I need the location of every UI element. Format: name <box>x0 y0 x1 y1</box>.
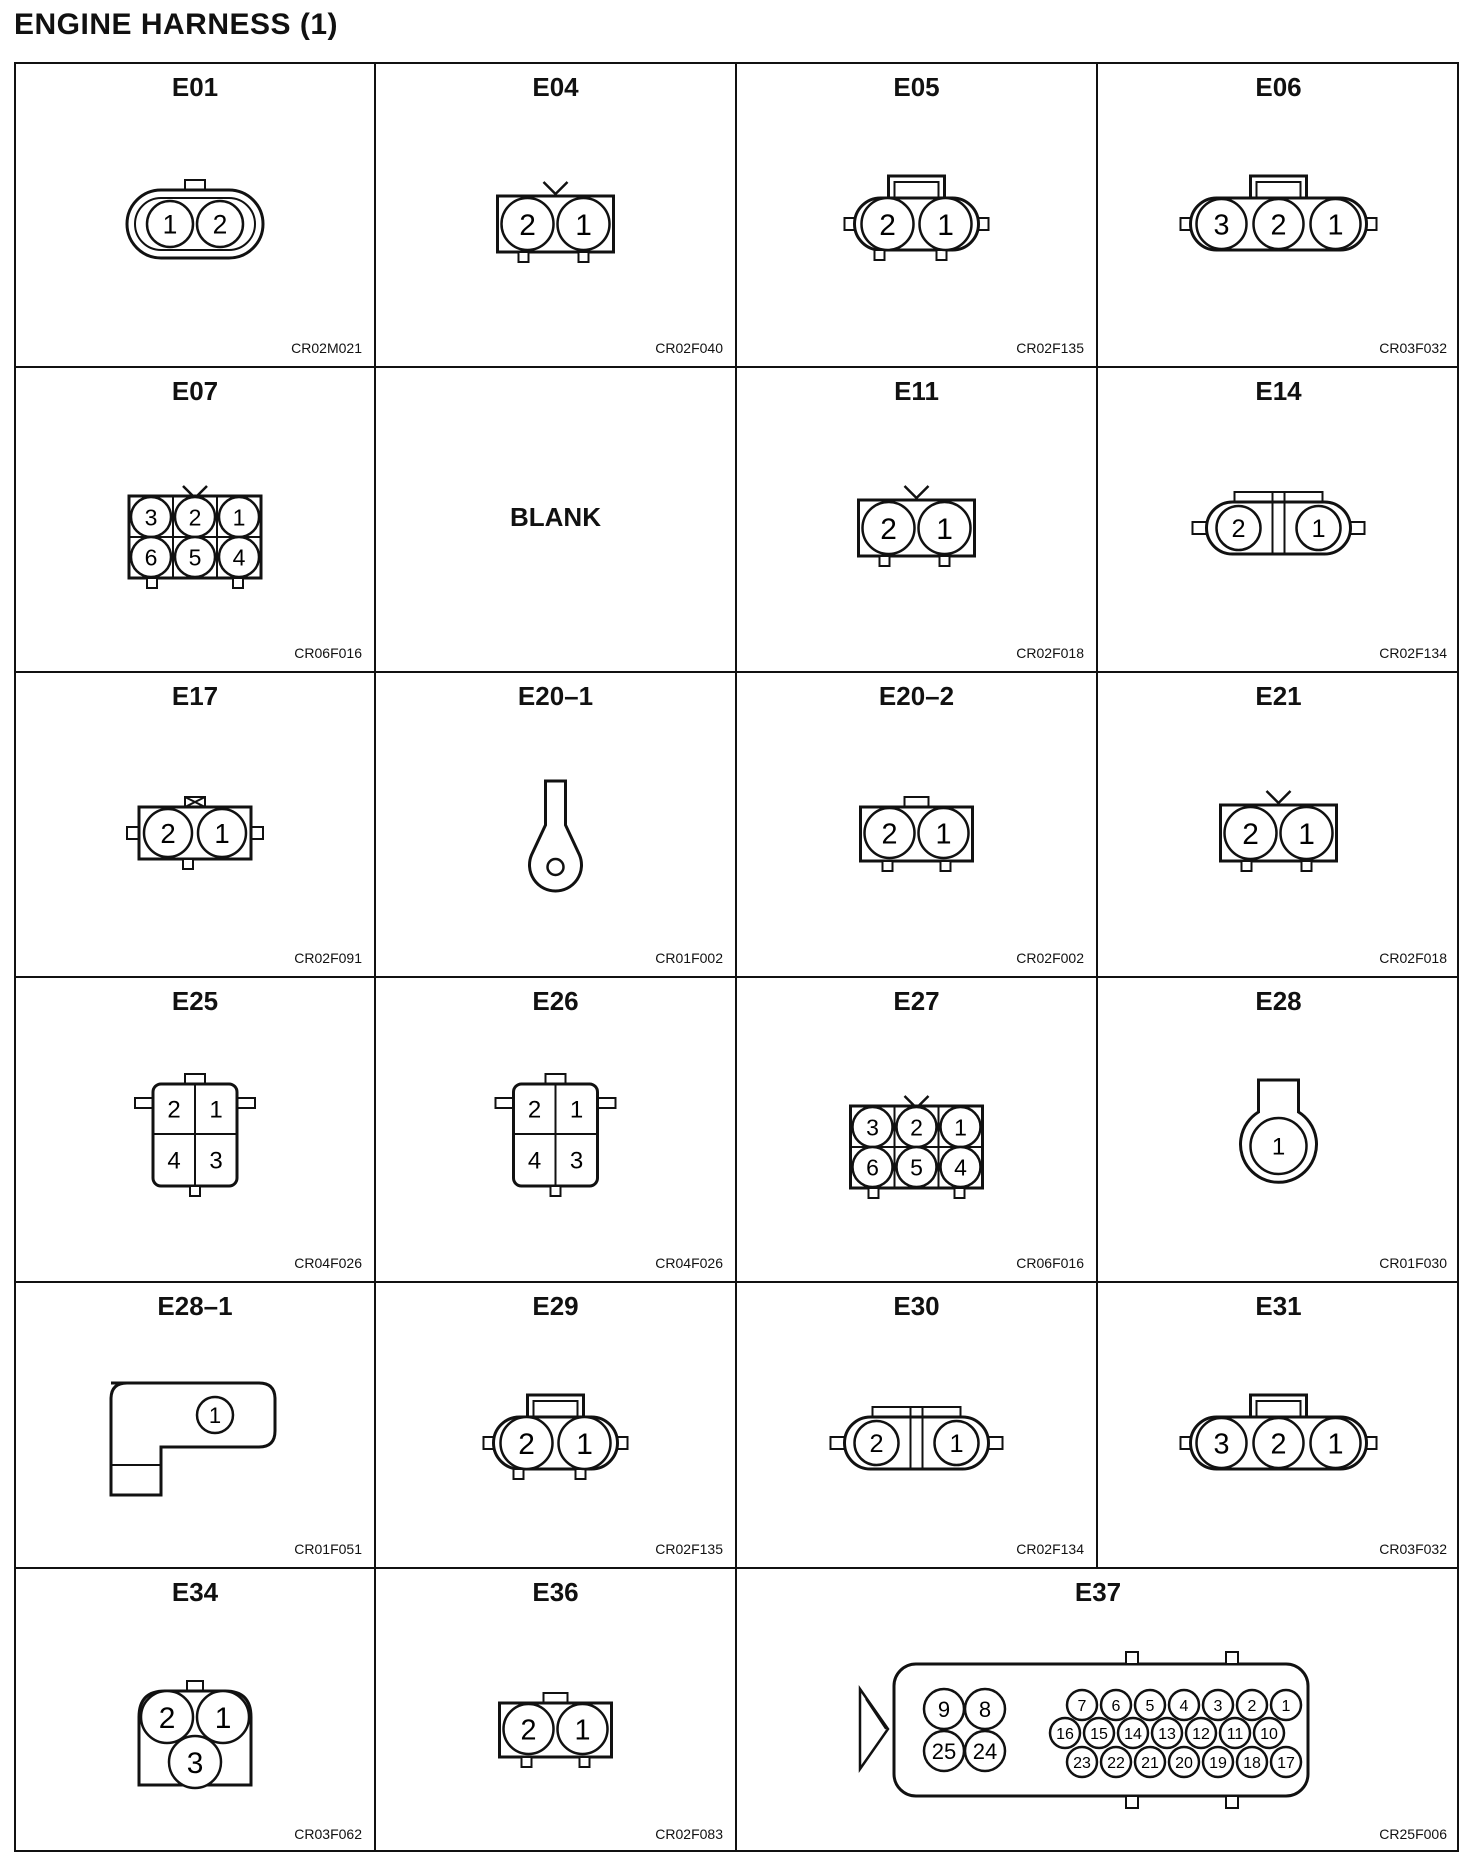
foot-tab <box>190 1186 200 1196</box>
connector-cell <box>16 368 376 673</box>
pin-number: 2 <box>520 1714 537 1747</box>
figure-code: CR01F051 <box>294 1541 362 1557</box>
key-triangle <box>860 1689 888 1769</box>
figure-code: CR06F016 <box>1016 1255 1084 1271</box>
pin-number: 1 <box>935 818 952 851</box>
connector-shape <box>860 1652 1308 1808</box>
pin-number: 4 <box>954 1154 967 1181</box>
latch-tab <box>1267 791 1291 803</box>
connector-shape <box>859 486 975 566</box>
pin-number: 3 <box>1213 209 1230 242</box>
connector-diagram <box>1098 64 1459 366</box>
connector-id: E25 <box>171 986 219 1016</box>
pin-number: 23 <box>1073 1754 1091 1772</box>
foot-tab <box>580 1757 590 1767</box>
connector-cell <box>16 978 376 1283</box>
connector-housing <box>111 1383 275 1495</box>
connector-id: E20–1 <box>517 681 594 711</box>
pin-number: 5 <box>188 544 202 571</box>
connector-id: E28 <box>1255 986 1302 1016</box>
figure-code: CR02M021 <box>291 340 362 356</box>
foot-tab <box>1226 1796 1238 1808</box>
pin-number: 1 <box>949 1430 964 1459</box>
connector-id: E36 <box>532 1577 579 1607</box>
connector-id: E01 <box>171 72 219 102</box>
connector-shape <box>129 486 261 588</box>
figure-code: CR25F006 <box>1379 1826 1447 1842</box>
latch-tab <box>544 182 568 194</box>
pin-number: 3 <box>569 1147 584 1175</box>
connector-shape <box>496 1074 616 1196</box>
pin-number: 7 <box>1077 1697 1087 1715</box>
connector-id: E31 <box>1255 1291 1302 1321</box>
connector-diagram <box>16 978 374 1281</box>
figure-code: CR02F134 <box>1379 645 1447 661</box>
connector-cell <box>376 1569 737 1852</box>
connector-diagram <box>737 368 1096 671</box>
figure-code: CR04F026 <box>294 1255 362 1271</box>
connector-cell <box>376 1283 737 1569</box>
connector-diagram <box>16 673 374 976</box>
connector-diagram <box>1098 1283 1459 1567</box>
pin-number: 1 <box>232 504 246 531</box>
connector-shape <box>484 1395 628 1479</box>
connector-id: E14 <box>1255 376 1302 406</box>
figure-code: CR02F135 <box>1016 340 1084 356</box>
connector-diagram <box>737 64 1096 366</box>
pin-number: 1 <box>214 817 230 849</box>
connector-id: E37 <box>1074 1577 1122 1607</box>
side-tab <box>251 827 263 839</box>
pin-number: 2 <box>212 209 228 240</box>
foot-tab <box>519 252 529 262</box>
connector-cell <box>1098 673 1459 978</box>
pin-number: 1 <box>575 208 592 242</box>
side-tab <box>127 827 139 839</box>
connector-shape <box>530 781 582 891</box>
foot-tab <box>1126 1796 1138 1808</box>
pin-number: 2 <box>167 1096 181 1124</box>
connector-id: E34 <box>171 1577 219 1607</box>
pin-number: 2 <box>527 1096 542 1124</box>
connector-diagram <box>16 368 374 671</box>
pin-number: 3 <box>1213 1697 1223 1715</box>
connector-id: E20–2 <box>878 681 955 711</box>
pin-number: 12 <box>1192 1725 1210 1743</box>
connector-shape <box>851 1096 983 1198</box>
connector-shape <box>831 1407 1003 1469</box>
pin-number: 2 <box>188 504 202 531</box>
foot-tab <box>883 861 893 871</box>
connector-cell <box>737 1569 1459 1852</box>
pin-number: 2 <box>160 817 176 849</box>
foot-tab <box>551 1186 561 1196</box>
foot-tab <box>514 1469 524 1479</box>
connector-shape <box>135 1074 255 1196</box>
connector-cell <box>737 368 1098 673</box>
pin-number: 1 <box>1327 1428 1344 1461</box>
pin-number: 3 <box>209 1147 223 1175</box>
connector-id: E05 <box>893 72 940 102</box>
connector-shape <box>1221 791 1337 871</box>
connector-cell <box>737 978 1098 1283</box>
connector-cell <box>376 64 737 368</box>
latch-frame <box>889 176 945 200</box>
pin-number: 2 <box>910 1114 923 1141</box>
pin-number: 2 <box>1270 1428 1287 1461</box>
connector-shape <box>1241 1080 1317 1182</box>
pin-number: 2 <box>1231 515 1246 544</box>
connector-diagram <box>737 1283 1096 1567</box>
ring-hole <box>548 859 564 875</box>
pin-number: 2 <box>869 1430 884 1459</box>
pin-number: 1 <box>936 512 953 546</box>
connector-diagram <box>1098 673 1459 976</box>
connector-diagram <box>737 1569 1459 1852</box>
latch-frame <box>528 1395 584 1419</box>
connector-diagram <box>1098 368 1459 671</box>
pin-number: 8 <box>978 1696 992 1722</box>
pin-number: 2 <box>879 208 896 242</box>
pin-number: 22 <box>1107 1754 1125 1772</box>
connector-shape <box>1181 1395 1377 1469</box>
foot-tab <box>955 1188 965 1198</box>
connector-diagram <box>376 1283 735 1567</box>
pin-number: 15 <box>1090 1725 1108 1743</box>
connector-shape <box>498 182 614 262</box>
pin-number: 18 <box>1243 1754 1261 1772</box>
connector-cell <box>1098 1283 1459 1569</box>
foot-tab <box>1302 861 1312 871</box>
connector-id: E21 <box>1255 681 1302 711</box>
figure-code: CR01F030 <box>1379 1255 1447 1271</box>
connector-diagram <box>376 978 735 1281</box>
pin-number: 6 <box>866 1154 879 1181</box>
connector-shape <box>500 1693 612 1767</box>
pin-number: 1 <box>569 1096 584 1124</box>
connector-cell <box>1098 368 1459 673</box>
figure-code: CR01F002 <box>655 950 723 966</box>
connector-cell <box>16 64 376 368</box>
connector-shape <box>139 1681 251 1788</box>
connector-id: E30 <box>893 1291 940 1321</box>
figure-code: CR02F018 <box>1379 950 1447 966</box>
connector-shape <box>861 797 973 871</box>
pin-number: 19 <box>1209 1754 1227 1772</box>
foot-tab <box>147 578 157 588</box>
figure-code: CR02F002 <box>1016 950 1084 966</box>
foot-tab <box>869 1188 879 1198</box>
figure-code: CR06F016 <box>294 645 362 661</box>
pin-number: 2 <box>158 1701 176 1735</box>
pin-number: 4 <box>1179 1697 1189 1715</box>
pin-number: 5 <box>1145 1697 1155 1715</box>
connector-cell <box>737 1283 1098 1569</box>
figure-code: CR02F091 <box>294 950 362 966</box>
latch-tab <box>905 486 929 498</box>
pin-number: 1 <box>954 1114 967 1141</box>
connector-cell <box>1098 978 1459 1283</box>
connector-id: E06 <box>1255 72 1302 102</box>
connector-cell <box>16 1569 376 1852</box>
pin-number: 4 <box>167 1147 181 1175</box>
pin-number: 6 <box>1111 1697 1121 1715</box>
foot-tab <box>522 1757 532 1767</box>
pin-number: 2 <box>880 512 897 546</box>
pin-number: 1 <box>576 1427 593 1461</box>
connector-shape <box>1181 176 1377 250</box>
pin-number: 1 <box>1271 1133 1286 1161</box>
connector-diagram <box>1098 978 1459 1281</box>
foot-tab <box>940 556 950 566</box>
connector-shape <box>127 797 263 869</box>
pin-number: 5 <box>910 1154 923 1181</box>
pin-number: 6 <box>144 544 158 571</box>
connector-id: E27 <box>893 986 940 1016</box>
figure-code: CR02F018 <box>1016 645 1084 661</box>
pin-number: 14 <box>1124 1725 1142 1743</box>
pin-number: 1 <box>574 1714 591 1747</box>
foot-tab <box>941 861 951 871</box>
connector-cell <box>376 368 737 673</box>
figure-code: CR02F135 <box>655 1541 723 1557</box>
pin-number: 9 <box>937 1696 951 1722</box>
figure-code: CR03F032 <box>1379 1541 1447 1557</box>
pin-number: 4 <box>232 544 246 571</box>
connector-shape <box>845 176 989 260</box>
foot-tab <box>183 859 193 869</box>
pin-number: 3 <box>1213 1428 1230 1461</box>
connector-cell <box>376 978 737 1283</box>
foot-tab <box>579 252 589 262</box>
pin-number: 2 <box>519 208 536 242</box>
connector-diagram <box>737 978 1096 1281</box>
pin-number: 24 <box>972 1738 998 1764</box>
latch-frame <box>1251 1395 1307 1419</box>
figure-code: CR02F134 <box>1016 1541 1084 1557</box>
pin-number: 21 <box>1141 1754 1159 1772</box>
connector-diagram <box>376 64 735 366</box>
pin-number: 3 <box>866 1114 879 1141</box>
blank-label: BLANK <box>510 502 601 532</box>
pin-number: 2 <box>518 1427 535 1461</box>
connector-id: E26 <box>532 986 579 1016</box>
page-title: ENGINE HARNESS (1) <box>14 8 339 41</box>
connector-shape <box>1193 492 1365 554</box>
pin-number: 3 <box>186 1746 204 1780</box>
foot-tab <box>880 556 890 566</box>
pin-number: 1 <box>1327 209 1344 242</box>
connector-id: E04 <box>532 72 579 102</box>
foot-tab <box>233 578 243 588</box>
connector-id: E07 <box>171 376 219 406</box>
latch-tab <box>1226 1652 1238 1664</box>
foot-tab <box>937 250 947 260</box>
pin-number: 1 <box>937 208 954 242</box>
connector-cell <box>737 64 1098 368</box>
foot-tab <box>875 250 885 260</box>
connector-diagram <box>16 1283 374 1567</box>
latch-frame <box>1251 176 1307 200</box>
connector-diagram <box>16 64 374 366</box>
figure-code: CR04F026 <box>655 1255 723 1271</box>
pin-number: 1 <box>1311 515 1326 544</box>
connector-diagram <box>737 673 1096 976</box>
latch-tab <box>1126 1652 1138 1664</box>
pin-number: 10 <box>1260 1725 1278 1743</box>
connector-shape <box>111 1383 275 1495</box>
pin-number: 3 <box>144 504 158 531</box>
connector-cell <box>1098 64 1459 368</box>
connector-id: E29 <box>532 1291 579 1321</box>
connector-diagram <box>376 673 735 976</box>
connector-shape <box>127 180 263 258</box>
figure-code: CR03F032 <box>1379 340 1447 356</box>
pin-number: 2 <box>881 818 898 851</box>
figure-code: CR02F040 <box>655 340 723 356</box>
pin-number: 20 <box>1175 1754 1193 1772</box>
connector-diagram <box>16 1569 374 1852</box>
foot-tab <box>576 1469 586 1479</box>
pin-number: 1 <box>1298 817 1315 851</box>
pin-number: 16 <box>1056 1725 1074 1743</box>
connector-id: E11 <box>894 376 939 406</box>
pin-number: 2 <box>1247 1697 1257 1715</box>
connector-id: E17 <box>171 681 219 711</box>
figure-code: CR03F062 <box>294 1826 362 1842</box>
pin-number: 4 <box>527 1147 542 1175</box>
pin-number: 1 <box>1281 1697 1291 1715</box>
foot-tab <box>1242 861 1252 871</box>
connector-cell <box>16 673 376 978</box>
connector-id: E28–1 <box>157 1291 233 1321</box>
pin-number: 1 <box>162 209 178 240</box>
pin-number: 1 <box>208 1402 222 1428</box>
pin-number: 17 <box>1277 1754 1295 1772</box>
pin-number: 1 <box>209 1096 223 1124</box>
pin-number: 13 <box>1158 1725 1176 1743</box>
connector-cell <box>376 673 737 978</box>
pin-number: 2 <box>1242 817 1259 851</box>
connector-cell <box>737 673 1098 978</box>
pin-number: 1 <box>214 1701 232 1735</box>
connector-grid <box>14 62 1459 1852</box>
pin-number: 25 <box>931 1738 957 1764</box>
connector-diagram <box>376 1569 735 1852</box>
connector-cell <box>16 1283 376 1569</box>
figure-code: CR02F083 <box>655 1826 723 1842</box>
pin-number: 11 <box>1226 1725 1244 1743</box>
pin-number: 2 <box>1270 209 1287 242</box>
